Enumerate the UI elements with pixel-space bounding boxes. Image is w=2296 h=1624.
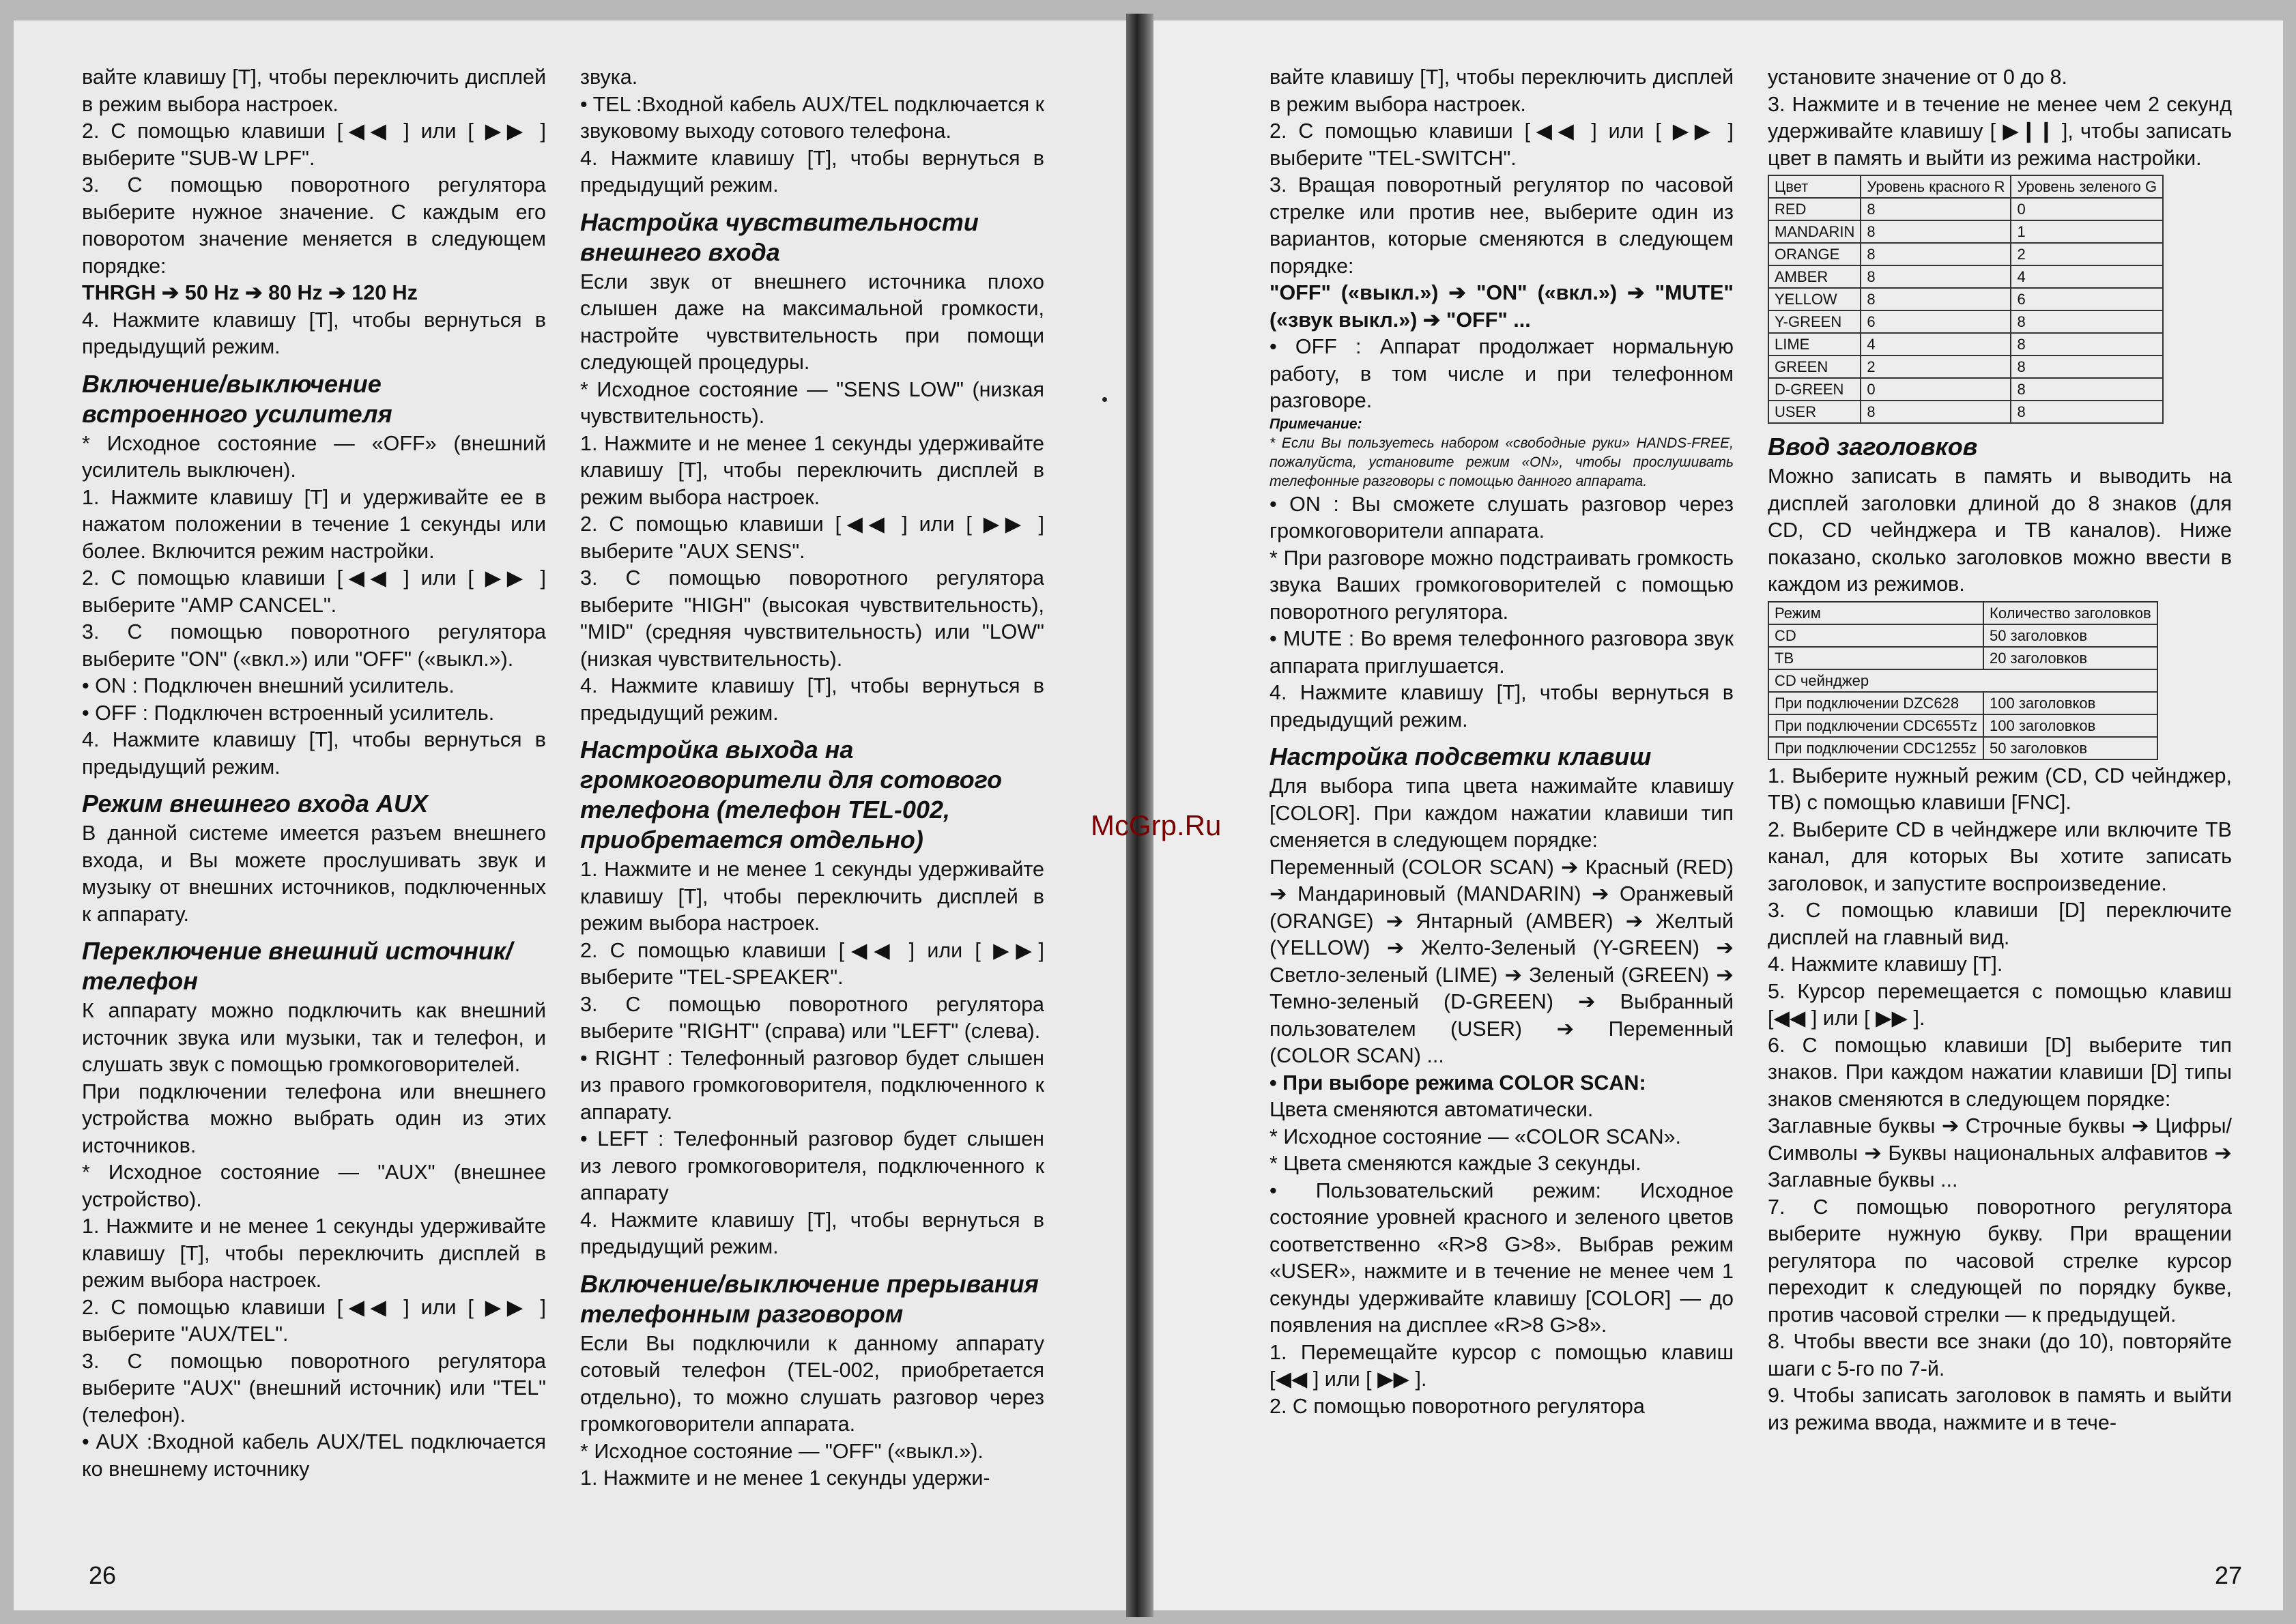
table-row xyxy=(1768,401,2163,423)
table-cell: 8 xyxy=(1861,265,2011,288)
table-cell: 2 xyxy=(2011,243,2163,265)
table-row xyxy=(1768,647,2157,669)
table-cell: 1 xyxy=(2011,220,2163,243)
paragraph: 2. С помощью клавиши [◀◀ ] или [ ▶▶ ] выберите "AUX SENS". xyxy=(580,512,1044,563)
paragraph: 1. Выберите нужный режим (CD, CD чейнджер, ТВ) с помощью клавиши [FNC]. xyxy=(1768,764,2232,814)
table-cell: 0 xyxy=(2011,198,2163,220)
table-cell: 8 xyxy=(2011,310,2163,333)
paragraph: 2. С помощью поворотного регулятора xyxy=(1269,1394,1645,1418)
table-row xyxy=(1768,378,2163,401)
left-page-column-1 xyxy=(82,64,546,1483)
paragraph: Если звук от внешнего источника плохо слышен даже на максимальной громкости, настройте чувствительность при помощи следующей процедуры. xyxy=(580,270,1044,374)
table-cell: 4 xyxy=(2011,265,2163,288)
paragraph: • При выборе режима COLOR SCAN: xyxy=(1269,1071,1646,1094)
paragraph: 4. Нажмите клавишу [T], чтобы вернуться в предыдущий режим. xyxy=(82,728,546,779)
page-number: 27 xyxy=(2214,1561,2242,1589)
paragraph: 4. Нажмите клавишу [T], чтобы вернуться в предыдущий режим. xyxy=(1269,681,1734,731)
paragraph: * Исходное состояние — "SENS LOW" (низкая чувствительность). xyxy=(580,377,1044,428)
paragraph: • OFF : Аппарат продолжает нормальную работу, в том числе и при телефонном разговоре. xyxy=(1269,335,1734,412)
table-cell: При подключении CDC655Tz xyxy=(1768,714,1983,737)
table-header-cell: Уровень зеленого G xyxy=(2011,175,2163,198)
paragraph: • RIGHT : Телефонный разговор будет слышен из правого громкоговорителя, подключенного к аппарату. xyxy=(580,1046,1044,1124)
paragraph: 1. Нажмите и не менее 1 секунды удерживайте клавишу [T], чтобы переключить дисплей в режим выбора настроек. xyxy=(580,858,1044,935)
titles-count-table xyxy=(1768,601,2158,760)
table-cell: При подключении DZC628 xyxy=(1768,692,1983,714)
table-row xyxy=(1768,356,2163,378)
table-row xyxy=(1768,669,2157,692)
paragraph: 4. Нажмите клавишу [T], чтобы вернуться в предыдущий режим. xyxy=(580,1208,1044,1258)
paragraph: Переменный (COLOR SCAN) ➔ Красный (RED) ➔ Мандариновый (MANDARIN) ➔ Оранжевый (ORANGE) ➔ Янтарный (AMBER) ➔ Желтый (YELLOW) ➔ Желто-Зеленый (Y-GREEN) ➔ Светло-зеленый (LIME) ➔ Зеленый (GREEN) ➔ Темно-зеленый (D-GREEN) ➔ Выбранный пользователем (USER) ➔ Переменный (COLOR SCAN) ... xyxy=(1269,855,1734,1067)
paragraph: звука. xyxy=(580,66,638,89)
table-cell: YELLOW xyxy=(1768,288,1861,310)
table-cell: 8 xyxy=(2011,401,2163,423)
table-header-cell: Уровень красного R xyxy=(1861,175,2011,198)
table-header-cell: Количество заголовков xyxy=(1983,602,2157,624)
section-heading: Режим внешнего входа AUX xyxy=(82,789,428,817)
table-cell: MANDARIN xyxy=(1768,220,1861,243)
table-cell: 8 xyxy=(1861,198,2011,220)
paragraph: • Пользовательский режим: Исходное состояние уровней красного и зеленого цветов соответственно «R>8 G>8». Выбрав режим «USER», нажмите и в течение не менее чем 1 секунды удерживайте клавишу [COLOR] — до появления на дисплее «R>8 G>8». xyxy=(1269,1178,1734,1337)
table-cell: 50 заголовков xyxy=(1983,737,2157,759)
paragraph: вайте клавишу [T], чтобы переключить дисплей в режим выбора настроек. xyxy=(1269,66,1734,116)
paragraph: 7. С помощью поворотного регулятора выберите нужную букву. При вращении регулятора по часовой стрелке курсор переходит к следующей по порядку букве, против часовой стрелки — к предыдущей. xyxy=(1768,1195,2232,1326)
table-cell: 100 заголовков xyxy=(1983,692,2157,714)
table-row xyxy=(1768,288,2163,310)
table-header-row xyxy=(1768,175,2163,198)
table-cell: CD xyxy=(1768,624,1983,647)
paragraph: 3. С помощью клавиши [D] переключите дисплей на главный вид. xyxy=(1768,899,2232,949)
table-row xyxy=(1768,198,2163,220)
table-row xyxy=(1768,243,2163,265)
table-cell: 8 xyxy=(2011,333,2163,356)
paragraph: 3. Вращая поворотный регулятор по часовой стрелке или против нее, выберите один из вариантов, которые сменяются в следующем порядке: xyxy=(1269,173,1734,278)
paragraph: 8. Чтобы ввести все знаки (до 10), повторяйте шаги с 5-го по 7-й. xyxy=(1768,1330,2232,1380)
paragraph: 3. С помощью поворотного регулятора выберите "ON" («вкл.») или "OFF" («выкл.»). xyxy=(82,620,546,671)
paragraph: 5. Курсор перемещается с помощью клавиш [◀◀ ] или [ ▶▶ ]. xyxy=(1768,979,2232,1030)
paragraph: • OFF : Подключен встроенный усилитель. xyxy=(82,701,495,725)
note-text: * Если Вы пользуетесь набором «свободные руки» HANDS-FREE, пожалуйста, установите режим «ON», чтобы прослушивать телефонные разговоры с помощью данного аппарата. xyxy=(1269,435,1734,489)
paragraph: * Исходное состояние — "OFF" («выкл.»). xyxy=(580,1439,984,1463)
paragraph: 1. Нажмите и не менее 1 секунды удерживайте клавишу [T], чтобы переключить дисплей в режим выбора настроек. xyxy=(82,1215,546,1292)
right-page-column-1 xyxy=(1269,64,1734,1420)
section-heading: Переключение внешний источник/телефон xyxy=(82,937,513,995)
table-cell: 8 xyxy=(1861,243,2011,265)
paragraph: 2. С помощью клавиши [◀◀ ] или [ ▶▶ ] выберите "TEL-SWITCH". xyxy=(1269,119,1734,170)
paragraph: • AUX :Входной кабель AUX/TEL подключается ко внешнему источнику xyxy=(82,1430,546,1481)
paragraph: В данной системе имеется разъем внешнего входа, и Вы можете прослушивать звук и музыку от внешних источников, подключенных к аппарату. xyxy=(82,822,546,926)
right-page xyxy=(1153,20,2283,1610)
paragraph: 2. С помощью клавиши [◀◀ ] или [ ▶▶] выберите "TEL-SPEAKER". xyxy=(580,938,1044,989)
table-cell: ТВ xyxy=(1768,647,1983,669)
paragraph: 3. Нажмите и в течение не менее чем 2 секунд удерживайте клавишу [ ▶❙❙ ], чтобы записать цвет в память и выйти из режима настройки. xyxy=(1768,92,2232,170)
paragraph: THRGH ➔ 50 Hz ➔ 80 Hz ➔ 120 Hz xyxy=(82,281,418,304)
table-cell: Y-GREEN xyxy=(1768,310,1861,333)
section-heading: Настройка выхода на громкоговорители для сотового телефона (телефон TEL-002, приобретается отдельно) xyxy=(580,736,1003,854)
table-header-cell: Цвет xyxy=(1768,175,1861,198)
table-row xyxy=(1768,333,2163,356)
paragraph: 2. С помощью клавиши [◀◀ ] или [ ▶▶ ] выберите "SUB-W LPF". xyxy=(82,119,546,170)
section-heading: Настройка чувствительности внешнего входа xyxy=(580,207,979,266)
table-cell: 100 заголовков xyxy=(1983,714,2157,737)
paragraph: * Исходное состояние — «OFF» (внешний усилитель выключен). xyxy=(82,431,546,482)
table-row xyxy=(1768,692,2157,714)
table-row xyxy=(1768,714,2157,737)
paragraph: 3. С помощью поворотного регулятора выберите "RIGHT" (справа) или "LEFT" (слева). xyxy=(580,992,1044,1043)
paragraph: 1. Нажмите и не менее 1 секунды удерживайте клавишу [T], чтобы переключить дисплей в режим выбора настроек. xyxy=(580,431,1044,509)
color-levels-table xyxy=(1768,175,2164,424)
paragraph: 9. Чтобы записать заголовок в память и выйти из режима ввода, нажмите и в тече- xyxy=(1768,1384,2232,1434)
table-cell: D-GREEN xyxy=(1768,378,1861,401)
paragraph: 2. С помощью клавиши [◀◀ ] или [ ▶▶ ] выберите "AUX/TEL". xyxy=(82,1295,546,1346)
table-cell: 8 xyxy=(2011,378,2163,401)
paragraph: К аппарату можно подключить как внешний источник звука или музыки, так и телефон, и слушать звук с помощью громкоговорителей. xyxy=(82,999,546,1076)
table-cell: 20 заголовков xyxy=(1983,647,2157,669)
section-heading: Настройка подсветки клавиш xyxy=(1269,742,1652,770)
table-cell: 6 xyxy=(2011,288,2163,310)
table-cell: 8 xyxy=(1861,220,2011,243)
left-page-column-2 xyxy=(580,64,1044,1492)
stray-dot xyxy=(1102,397,1107,402)
paragraph: • LEFT : Телефонный разговор будет слышен из левого громкоговорителя, подключенного к аппарату xyxy=(580,1127,1044,1204)
table-cell: 50 заголовков xyxy=(1983,624,2157,647)
table-cell: USER xyxy=(1768,401,1861,423)
paragraph: 4. Нажмите клавишу [T], чтобы вернуться в предыдущий режим. xyxy=(580,146,1044,197)
paragraph: 1. Перемещайте курсор с помощью клавиш [◀◀ ] или [ ▶▶ ]. xyxy=(1269,1340,1734,1391)
paragraph: вайте клавишу [T], чтобы переключить дисплей в режим выбора настроек. xyxy=(82,66,546,116)
paragraph: * Исходное состояние — «COLOR SCAN». xyxy=(1269,1125,1682,1148)
table-cell: 2 xyxy=(1861,356,2011,378)
section-heading: Включение/выключение встроенного усилителя xyxy=(82,369,392,428)
paragraph: * Исходное состояние — "AUX" (внешнее устройство). xyxy=(82,1161,546,1211)
table-header-row xyxy=(1768,602,2157,624)
paragraph: "OFF" («выкл.») ➔ "ON" («вкл.») ➔ "MUTE" («звук выкл.») ➔ "OFF" ... xyxy=(1269,281,1734,332)
table-cell: AMBER xyxy=(1768,265,1861,288)
table-cell: 8 xyxy=(1861,288,2011,310)
paragraph: • TEL :Входной кабель AUX/TEL подключается к звуковому выходу сотового телефона. xyxy=(580,92,1044,143)
paragraph: 6. С помощью клавиши [D] выберите тип знаков. При каждом нажатии клавиши [D] типы знаков сменяются в следующем порядке: xyxy=(1768,1033,2232,1111)
table-cell: CD чейнджер xyxy=(1768,669,2157,692)
left-page xyxy=(14,20,1126,1610)
paragraph: • ON : Подключен внешний усилитель. xyxy=(82,674,455,697)
right-page-column-2 xyxy=(1768,64,2232,1436)
paragraph: Можно записать в память и выводить на дисплей заголовки длиной до 8 знаков (для CD, CD чейнджера и ТВ каналов). Ниже показано, сколько заголовков можно ввести в каждом из режимов. xyxy=(1768,465,2232,596)
paragraph: 3. С помощью поворотного регулятора выберите "AUX" (внешний источник) или "TEL" (телефон). xyxy=(82,1349,546,1427)
paragraph: Заглавные буквы ➔ Строчные буквы ➔ Цифры/Символы ➔ Буквы национальных алфавитов ➔ Заглавные буквы ... xyxy=(1768,1114,2232,1191)
paragraph: * Цвета сменяются каждые 3 секунды. xyxy=(1269,1152,1641,1175)
table-row xyxy=(1768,220,2163,243)
paragraph: Цвета сменяются автоматически. xyxy=(1269,1098,1594,1121)
table-cell: RED xyxy=(1768,198,1861,220)
section-heading: Ввод заголовков xyxy=(1768,433,1978,461)
paragraph: • MUTE : Во время телефонного разговора звук аппарата приглушается. xyxy=(1269,627,1734,678)
paragraph: 3. С помощью поворотного регулятора выберите "HIGH" (высокая чувствительность), "MID" (средняя чувствительность) или "LOW" (низкая чувствительность). xyxy=(580,566,1044,671)
table-row xyxy=(1768,265,2163,288)
note-heading: Примечание: xyxy=(1269,416,1362,432)
paragraph: 1. Нажмите и не менее 1 секунды удержи- xyxy=(580,1466,990,1490)
paragraph: Если Вы подключили к данному аппарату сотовый телефон (TEL-002, приобретается отдельно), то можно слушать разговор через громкоговорители аппарата. xyxy=(580,1331,1044,1436)
table-row xyxy=(1768,624,2157,647)
paragraph: 1. Нажмите клавишу [T] и удерживайте ее в нажатом положении в течение 1 секунды или более. Включится режим настройки. xyxy=(82,485,546,563)
table-row xyxy=(1768,737,2157,759)
paragraph: 4. Нажмите клавишу [T], чтобы вернуться в предыдущий режим. xyxy=(82,308,546,358)
paragraph: * При разговоре можно подстраивать громкость звука Ваших громкоговорителей с помощью поворотного регулятора. xyxy=(1269,546,1734,624)
table-cell: GREEN xyxy=(1768,356,1861,378)
paragraph: установите значение от 0 до 8. xyxy=(1768,66,2067,89)
paragraph: 4. Нажмите клавишу [T], чтобы вернуться в предыдущий режим. xyxy=(580,674,1044,725)
paragraph: 2. С помощью клавиши [◀◀ ] или [ ▶▶ ] выберите "AMP CANCEL". xyxy=(82,566,546,617)
table-cell: 8 xyxy=(1861,401,2011,423)
table-cell: 4 xyxy=(1861,333,2011,356)
table-row xyxy=(1768,310,2163,333)
paragraph: 2. Выберите CD в чейнджере или включите ТВ канал, для которых Вы хотите записать заголовок, и запустите воспроизведение. xyxy=(1768,817,2232,895)
section-heading: Включение/выключение прерывания телефонным разговором xyxy=(580,1269,1039,1328)
paragraph: 4. Нажмите клавишу [T]. xyxy=(1768,953,2003,976)
table-cell: ORANGE xyxy=(1768,243,1861,265)
table-cell: 0 xyxy=(1861,378,2011,401)
table-cell: 6 xyxy=(1861,310,2011,333)
table-header-cell: Режим xyxy=(1768,602,1983,624)
paragraph: При подключении телефона или внешнего устройства можно выбрать один из этих источников. xyxy=(82,1079,546,1157)
watermark-text: McGrp.Ru xyxy=(1091,809,1222,841)
table-cell: LIME xyxy=(1768,333,1861,356)
table-cell: При подключении CDC1255z xyxy=(1768,737,1983,759)
paragraph: 3. С помощью поворотного регулятора выберите нужное значение. С каждым его поворотом значение меняется в следующем порядке: xyxy=(82,173,546,278)
page-number: 26 xyxy=(89,1561,117,1589)
paragraph: • ON : Вы сможете слушать разговор через громкоговорители аппарата. xyxy=(1269,492,1734,542)
table-cell: 8 xyxy=(2011,356,2163,378)
paragraph: Для выбора типа цвета нажимайте клавишу [COLOR]. При каждом нажатии клавиши тип сменяется в следующем порядке: xyxy=(1269,774,1734,852)
